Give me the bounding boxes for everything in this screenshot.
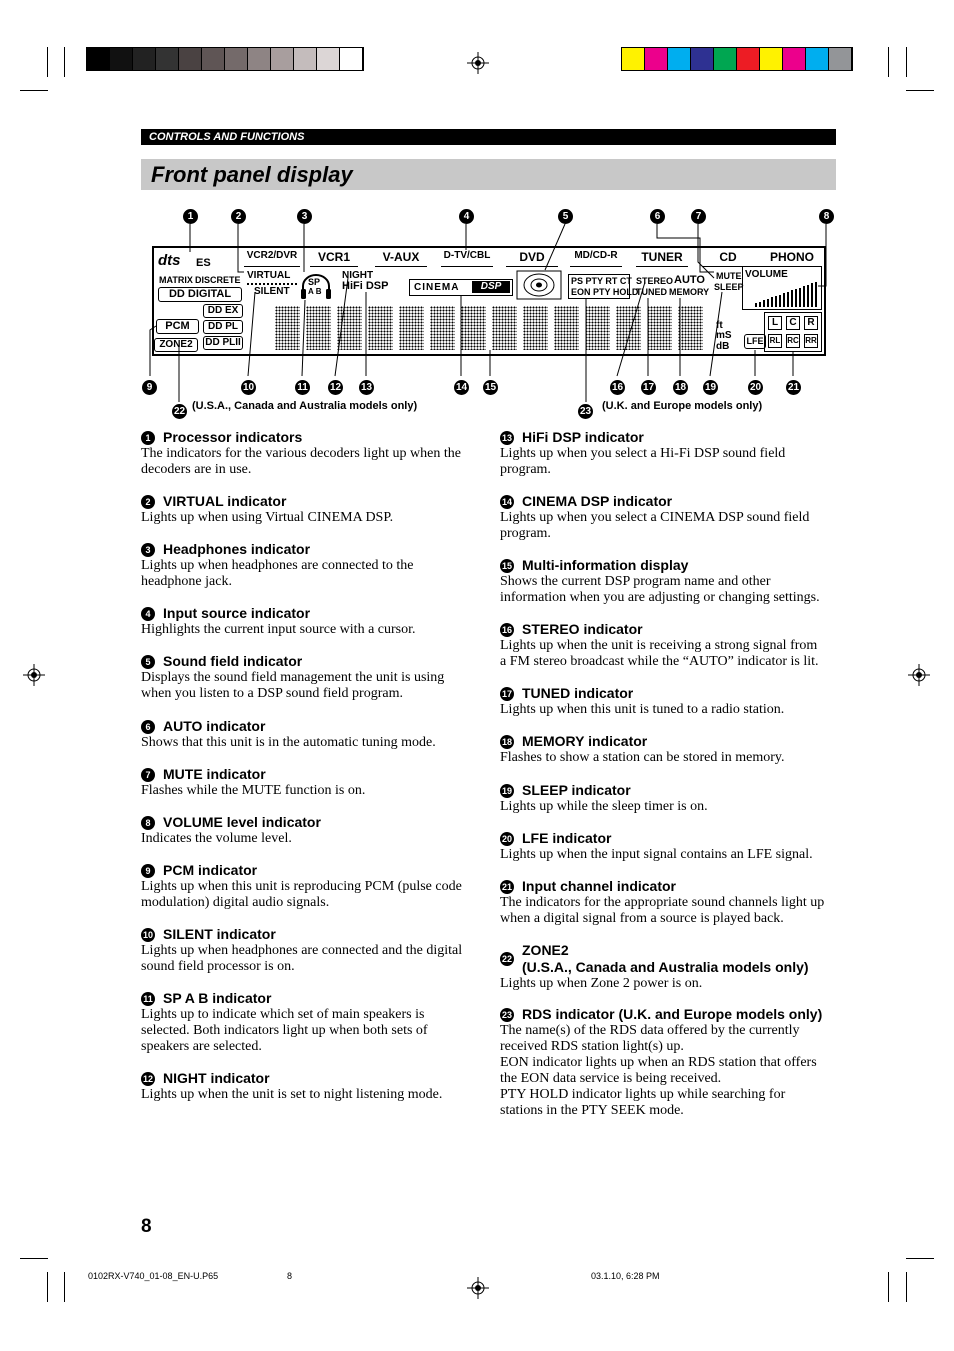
item-body: Lights up when using Virtual CINEMA DSP. (141, 510, 394, 525)
ex-indicator: DD EX (203, 304, 243, 318)
pl-indicator: DD PL (203, 320, 243, 334)
item-number: 19 (501, 785, 512, 796)
callout-number: 10 (242, 382, 255, 393)
channel-rl: RL (768, 334, 782, 348)
indicator-heading (500, 1006, 835, 1023)
calibration-swatch (179, 48, 202, 70)
indicator-heading (141, 718, 476, 735)
indicator-description (141, 429, 476, 478)
ft-label: ft (716, 320, 723, 331)
item-number: 23 (501, 1009, 512, 1020)
channel-c: C (786, 316, 800, 330)
volume-bar (779, 295, 781, 307)
item-body: Lights up when headphones are connected to the headphone jack. (141, 558, 414, 589)
indicator-heading (141, 493, 476, 510)
dot-matrix-character (678, 306, 703, 350)
item-title: NIGHT indicator (163, 1070, 270, 1086)
indicator-heading (500, 429, 835, 446)
volume-label: VOLUME (745, 269, 788, 280)
indicator-heading (141, 653, 476, 670)
callout-number: 8 (819, 209, 834, 224)
page-number: 8 (141, 1216, 152, 1237)
indicator-heading (141, 814, 476, 831)
indicator-heading (141, 990, 476, 1007)
source-d-tv-cbl: D-TV/CBL (441, 250, 493, 267)
volume-bar (767, 299, 769, 307)
crop-mark (20, 1258, 48, 1259)
pcm-indicator: PCM (156, 319, 199, 334)
item-title: Sound field indicator (163, 653, 303, 669)
callout-number: 17 (642, 382, 655, 393)
source-tuner: TUNER (636, 250, 688, 267)
dot-matrix-character (399, 306, 424, 350)
item-body: Shows the current DSP program name and other information when you are adjusting or changing settings. (500, 574, 820, 605)
calibration-swatch (202, 48, 225, 70)
item-title: Processor indicators (163, 429, 303, 445)
calibration-swatch (225, 48, 248, 70)
item-title: VOLUME level indicator (163, 814, 321, 830)
item-title: Input source indicator (163, 605, 311, 621)
volume-bar (791, 290, 793, 307)
crop-mark (906, 1272, 907, 1302)
color-calibration-bar (621, 47, 853, 71)
item-body: Lights up when Zone 2 power is on. (500, 976, 703, 991)
item-body: The indicators for the appropriate sound channels light up when a digital signal from a source is played back. (500, 895, 825, 926)
dsp-label: DSP (472, 281, 510, 293)
item-number: 1 (141, 431, 155, 445)
indicator-heading (500, 685, 835, 702)
item-body: Displays the sound field management the unit is using when you listen to a DSP sound field program. (141, 670, 445, 701)
volume-bar (783, 293, 785, 307)
crop-mark (888, 47, 889, 77)
indicator-description (500, 830, 835, 863)
item-title: HiFi DSP indicator (522, 429, 644, 445)
source-dvd: DVD (506, 250, 558, 267)
item-number: 18 (501, 736, 512, 747)
callout-number: 23 (579, 406, 592, 417)
item-number: 16 (501, 624, 512, 635)
item-title: VIRTUAL indicator (163, 493, 287, 509)
crop-mark (906, 1258, 934, 1259)
indicator-description (141, 926, 476, 975)
virtual-dots (247, 283, 297, 285)
callout-number: 21 (787, 382, 800, 393)
digital-indicator: DD DIGITAL (158, 287, 242, 302)
indicator-heading (141, 926, 476, 943)
callout-number: 18 (674, 382, 687, 393)
item-body: Lights up when you select a Hi-Fi DSP sound field program. (500, 446, 786, 477)
calibration-swatch (133, 48, 156, 70)
item-number: 11 (141, 992, 155, 1006)
item-number: 12 (142, 1073, 153, 1084)
page-title: Front panel display (141, 159, 836, 190)
indicator-description (500, 621, 835, 670)
callout-number: 13 (360, 382, 373, 393)
callout-number: 7 (691, 209, 706, 224)
indicator-heading (500, 733, 835, 750)
memory-indicator: MEMORY (669, 287, 710, 297)
callout-number: 5 (558, 209, 573, 224)
source-vcr2-dvr: VCR2/DVR (244, 250, 300, 267)
item-title: RDS indicator (U.K. and Europe models only) (522, 1006, 823, 1022)
item-body: Lights up when this unit is tuned to a radio station. (500, 702, 785, 717)
dot-matrix-character (430, 306, 455, 350)
indicator-description (141, 1070, 476, 1103)
footer-page: 8 (287, 1271, 293, 1281)
stereo-indicator: STEREO (636, 276, 674, 286)
item-body: The indicators for the various decoders light up when the decoders are in use. (141, 446, 461, 477)
crop-mark (20, 90, 48, 91)
calibration-swatch (760, 48, 783, 70)
item-body: Lights up when the unit is receiving a strong signal from a FM stereo broadcast while the “AUTO” indicator is lit. (500, 638, 819, 669)
item-number: 7 (141, 768, 155, 782)
calibration-swatch (248, 48, 271, 70)
silent-indicator: SILENT (254, 286, 290, 297)
callout-number: 16 (611, 382, 624, 393)
indicator-description (141, 990, 476, 1055)
calibration-swatch (668, 48, 691, 70)
mute-indicator: MUTE (716, 271, 742, 281)
volume-bar (755, 303, 757, 307)
discrete-label: DISCRETE (195, 275, 241, 285)
item-number: 14 (501, 496, 512, 507)
indicator-description (141, 653, 476, 702)
sp-indicator: SP (308, 277, 321, 287)
calibration-swatch (806, 48, 829, 70)
calibration-swatch (317, 48, 340, 70)
crop-mark (888, 1272, 889, 1302)
volume-bars (755, 281, 819, 307)
item-number: 6 (141, 720, 155, 734)
item-body: Flashes to show a station can be stored in memory. (500, 750, 785, 765)
auto-indicator: AUTO (674, 274, 705, 286)
indicator-heading (500, 621, 835, 638)
sound-field-icon (516, 270, 562, 300)
model-note-uk: (U.K. and Europe models only) (602, 400, 763, 412)
item-body: Lights up when this unit is reproducing PCM (pulse code modulation) digital audio signals. (141, 879, 462, 910)
indicator-heading (141, 541, 476, 558)
dot-matrix-character (616, 306, 641, 350)
item-title: TUNED indicator (522, 685, 634, 701)
callout-number: 14 (455, 382, 468, 393)
indicator-heading (141, 766, 476, 783)
indicator-heading (500, 782, 835, 799)
calibration-swatch (783, 48, 806, 70)
callout-number: 3 (297, 209, 312, 224)
item-number: 5 (141, 655, 155, 669)
rds-bottom-labels: EON PTY HOLD (571, 287, 639, 297)
item-number: 8 (141, 816, 155, 830)
crop-mark (906, 47, 907, 77)
crop-mark (64, 1272, 65, 1302)
crop-mark (906, 90, 934, 91)
item-body: Lights up to indicate which set of main speakers is selected. Both indicators light up when both sets of speakers are selected. (141, 1007, 428, 1054)
hifi-dsp-indicator: HiFi DSP (342, 280, 389, 292)
crop-mark (47, 47, 48, 77)
indicator-description (500, 733, 835, 766)
indicator-description (500, 878, 835, 927)
item-title: LFE indicator (522, 830, 612, 846)
registration-mark-icon (908, 664, 930, 686)
indicator-heading (500, 493, 835, 510)
volume-bar (759, 302, 761, 307)
calibration-swatch (714, 48, 737, 70)
callout-number: 2 (231, 209, 246, 224)
calibration-swatch (271, 48, 294, 70)
item-title: Headphones indicator (163, 541, 311, 557)
item-number: 20 (501, 833, 512, 844)
item-body: Lights up when you select a CINEMA DSP sound field program. (500, 510, 810, 541)
channel-rr: RR (804, 334, 818, 348)
sp-ab-indicator: A B (308, 287, 322, 296)
indicator-description (500, 1006, 835, 1119)
item-body: Shows that this unit is in the automatic tuning mode. (141, 735, 436, 750)
callout-number: 19 (704, 382, 717, 393)
dot-matrix-character (461, 306, 486, 350)
indicator-heading (500, 878, 835, 895)
indicator-heading (141, 605, 476, 622)
calibration-swatch (340, 48, 363, 70)
item-number: 9 (141, 864, 155, 878)
dot-matrix-character (306, 306, 331, 350)
dot-matrix-character (585, 306, 610, 350)
dot-matrix-character (492, 306, 517, 350)
item-body: Lights up when the input signal contains an LFE signal. (500, 847, 813, 862)
indicator-description (500, 493, 835, 542)
item-number: 3 (141, 543, 155, 557)
ms-label: mS (716, 330, 732, 341)
volume-bar (803, 286, 805, 307)
item-title: AUTO indicator (163, 718, 266, 734)
indicator-heading (141, 429, 476, 446)
dot-matrix-character (647, 306, 672, 350)
callout-number: 22 (173, 406, 186, 417)
item-body: Indicates the volume level. (141, 831, 292, 846)
volume-bar (807, 285, 809, 307)
indicator-description (141, 605, 476, 638)
rds-top-labels: PS PTY RT CT (571, 276, 632, 286)
item-title: PCM indicator (163, 862, 258, 878)
item-number: 22 (501, 954, 512, 964)
calibration-swatch (829, 48, 852, 70)
callout-number: 4 (459, 209, 474, 224)
item-number: 10 (142, 929, 153, 940)
model-note-usa: (U.S.A., Canada and Australia models only) (192, 400, 418, 412)
dts-logo: dts (158, 252, 181, 269)
dot-matrix-character (368, 306, 393, 350)
night-indicator: NIGHT (342, 270, 374, 281)
channel-r: R (804, 316, 818, 330)
indicator-heading (500, 942, 835, 976)
callout-number: 20 (749, 382, 762, 393)
indicator-description (141, 862, 476, 911)
volume-bar (795, 289, 797, 307)
channel-rc: RC (786, 334, 800, 348)
lfe-indicator: LFE (744, 334, 766, 349)
grayscale-calibration-bar (86, 47, 364, 71)
registration-mark-icon (23, 664, 45, 686)
crop-mark (47, 1272, 48, 1302)
item-title: SP A B indicator (163, 990, 272, 1006)
footer-filename: 0102RX-V740_01-08_EN-U.P65 (88, 1271, 219, 1281)
callout-number: 15 (484, 382, 497, 393)
indicator-description (500, 429, 835, 478)
virtual-indicator: VIRTUAL (247, 270, 291, 281)
volume-bar (775, 296, 777, 307)
volume-bar (815, 282, 817, 307)
calibration-swatch (622, 48, 645, 70)
item-number: 13 (501, 432, 512, 443)
volume-bar (811, 283, 813, 307)
item-title: Multi-information display (522, 557, 689, 573)
item-body: Lights up while the sleep timer is on. (500, 799, 708, 814)
calibration-swatch (737, 48, 760, 70)
cinema-label: CINEMA (414, 282, 460, 293)
indicator-description (500, 685, 835, 718)
item-body: Flashes while the MUTE function is on. (141, 783, 366, 798)
calibration-swatch (645, 48, 668, 70)
crop-mark (64, 47, 65, 77)
item-title: SILENT indicator (163, 926, 276, 942)
calibration-swatch (294, 48, 317, 70)
section-label: CONTROLS AND FUNCTIONS (141, 129, 836, 145)
dot-matrix-character (337, 306, 362, 350)
indicator-description (500, 942, 835, 992)
volume-bar (799, 288, 801, 307)
plii-indicator: DD PLII (203, 336, 243, 350)
item-number: 17 (501, 688, 512, 699)
calibration-swatch (110, 48, 133, 70)
calibration-swatch (156, 48, 179, 70)
indicator-heading (141, 862, 476, 879)
registration-mark-icon (467, 52, 489, 74)
sleep-indicator: SLEEP (714, 282, 744, 292)
source-cd: CD (702, 250, 754, 267)
dot-matrix-character (275, 306, 300, 350)
item-number: 2 (141, 495, 155, 509)
footer-date: 03.1.10, 6:28 PM (591, 1271, 660, 1281)
item-body: Highlights the current input source with a cursor. (141, 622, 416, 637)
item-title: SLEEP indicator (522, 782, 631, 798)
item-number: 15 (501, 560, 512, 571)
channel-l: L (768, 316, 782, 330)
indicator-description (141, 766, 476, 799)
item-body: The name(s) of the RDS data offered by the currently received RDS station light(s) up. EON indicator lights up when an RDS station that offers the EON data service is being received. PTY HOLD indicator lights up while searching for stations in the PTY SEEK mode. (500, 1023, 817, 1118)
volume-bar (763, 300, 765, 307)
item-title: MEMORY indicator (522, 733, 648, 749)
indicator-heading (500, 830, 835, 847)
cinema-dsp-indicator (409, 279, 513, 296)
db-label: dB (716, 341, 730, 352)
volume-bar (787, 292, 789, 307)
item-title: MUTE indicator (163, 766, 266, 782)
item-title: STEREO indicator (522, 621, 643, 637)
indicator-heading (500, 557, 835, 574)
item-number: 4 (141, 607, 155, 621)
indicator-description (141, 814, 476, 847)
callout-number: 9 (142, 380, 157, 395)
dot-matrix-character (554, 306, 579, 350)
es-label: ES (196, 257, 211, 269)
callout-number: 11 (295, 380, 310, 395)
item-body: Lights up when the unit is set to night listening mode. (141, 1087, 443, 1102)
zone2-indicator: ZONE2 (154, 338, 198, 352)
calibration-swatch (87, 48, 110, 70)
source-phono: PHONO (766, 250, 818, 267)
item-title: ZONE2 (U.S.A., Canada and Australia models only) (522, 942, 809, 975)
indicator-heading (141, 1070, 476, 1087)
volume-level-indicator (742, 266, 822, 310)
matrix-label: MATRIX (159, 275, 193, 285)
source-md-cd-r: MD/CD-R (570, 250, 622, 267)
source-vcr1: VCR1 (310, 250, 358, 267)
indicator-description (500, 557, 835, 606)
callout-number: 6 (650, 209, 665, 224)
callout-number: 12 (329, 382, 342, 393)
indicator-description (141, 541, 476, 590)
item-title: Input channel indicator (522, 878, 677, 894)
indicator-description (500, 782, 835, 815)
volume-bar (771, 297, 773, 307)
calibration-swatch (691, 48, 714, 70)
source-v-aux: V-AUX (375, 250, 427, 267)
indicator-description (141, 493, 476, 526)
dot-matrix-character (523, 306, 548, 350)
item-number: 21 (501, 881, 512, 892)
item-title: CINEMA DSP indicator (522, 493, 673, 509)
indicator-description (141, 718, 476, 751)
tuned-indicator: TUNED (636, 287, 667, 297)
registration-mark-icon (467, 1277, 489, 1299)
callout-number: 1 (183, 209, 198, 224)
item-body: Lights up when headphones are connected and the digital sound field processor is on. (141, 943, 463, 974)
